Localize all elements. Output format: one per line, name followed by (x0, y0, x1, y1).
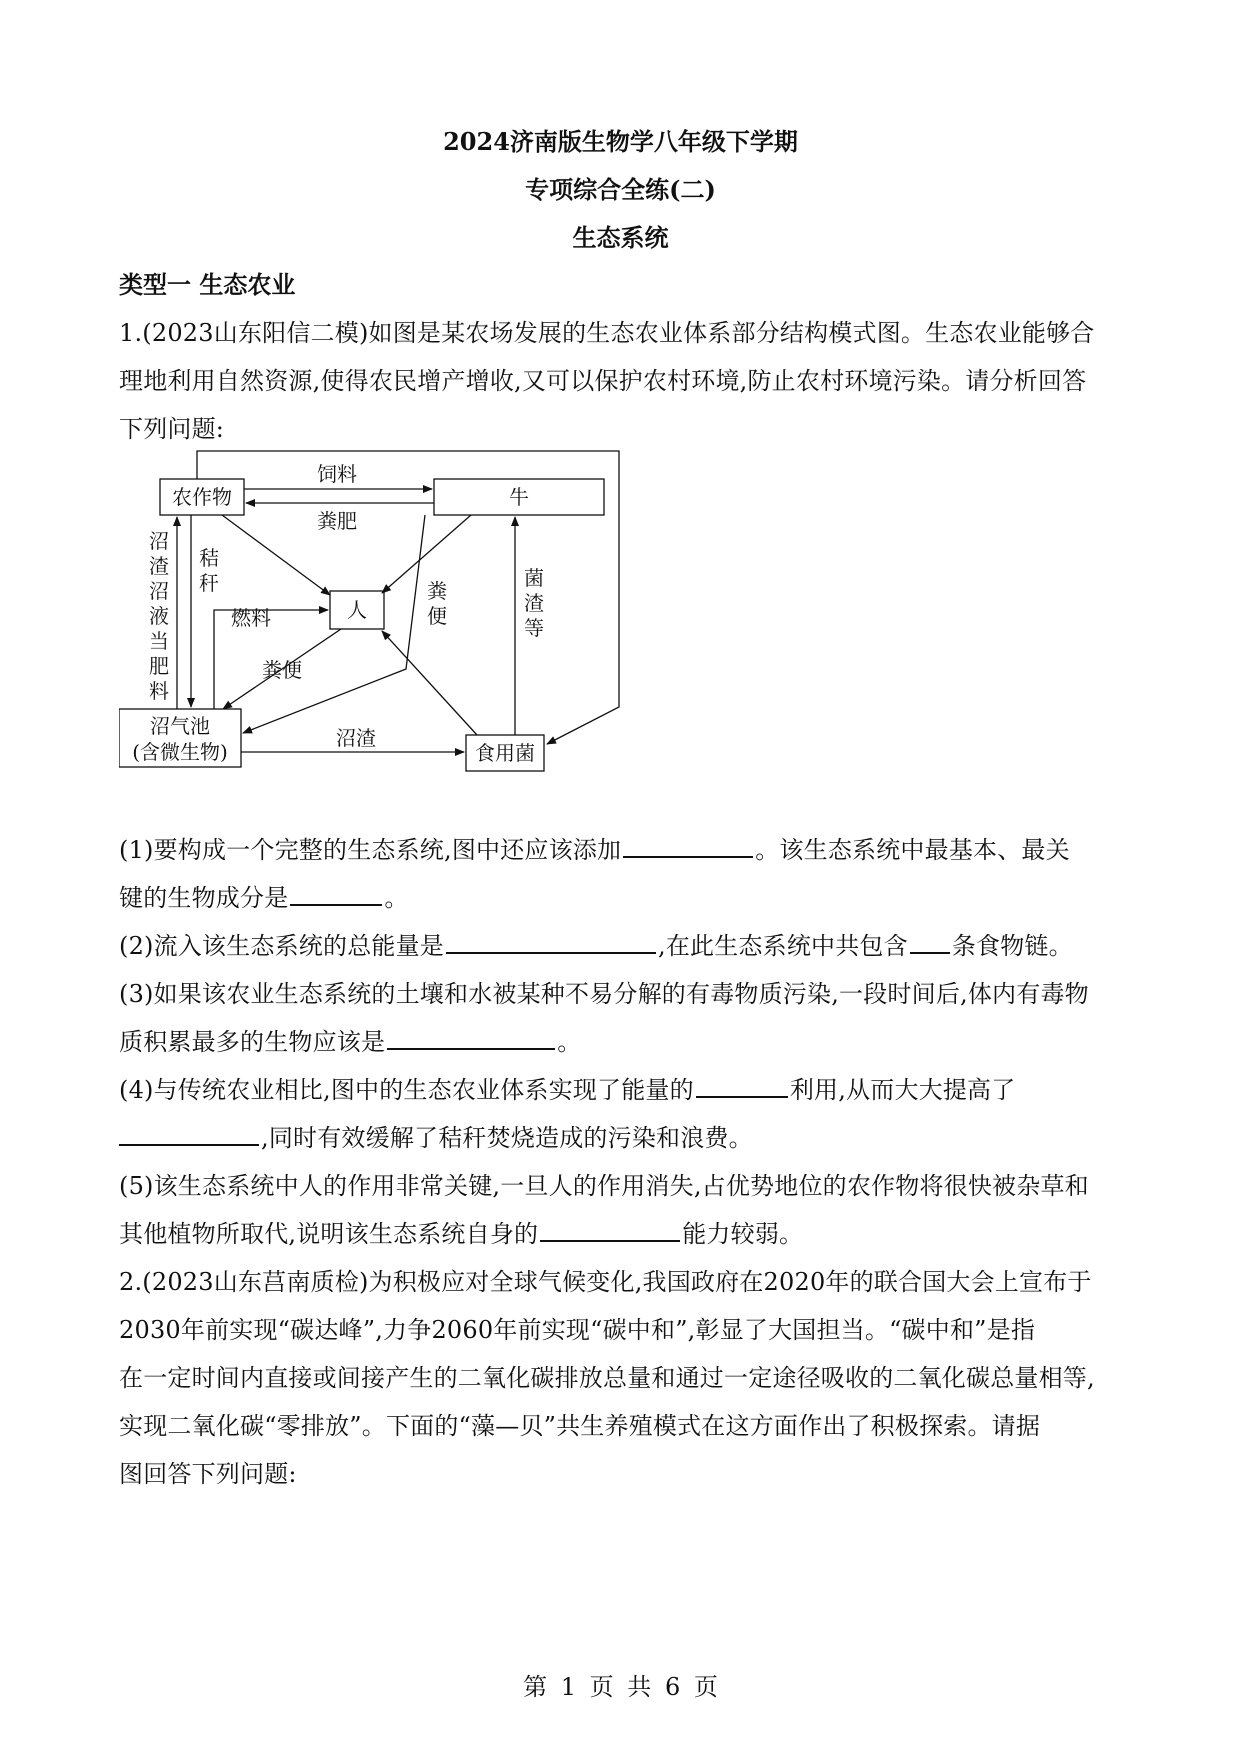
q1-intro-line-2: 理地利用自然资源,使得农民增产增收,又可以保护农村环境,防止农村环境污染。请分析回答 (119, 367, 1087, 395)
label-feed: 饲料 (317, 462, 357, 486)
label-fert-7: 料 (149, 679, 169, 703)
doc-subtitle: 专项综合全练(二) (525, 175, 716, 204)
q1-part1-text-c: 键的生物成分是 (119, 884, 289, 912)
q1-part3-line2 (119, 1022, 581, 1057)
q1-intro-line-1: 1.(2023山东阳信二模)如图是某农场发展的生态农业体系部分结构模式图。生态农业能够合 (119, 319, 1095, 347)
label-feces-cow-1: 粪 (427, 579, 447, 603)
eco-agriculture-diagram (119, 445, 639, 795)
answer-blank-7[interactable] (119, 1122, 259, 1146)
q2-line-3: 在一定时间内直接或间接产生的二氧化碳排放总量和通过一定途径吸收的二氧化碳总量相等, (119, 1364, 1095, 1392)
doc-topic: 生态系统 (572, 223, 669, 252)
label-fuel: 燃料 (231, 606, 271, 630)
q1-part2-text-b: ,在此生态系统中共包含 (658, 932, 908, 960)
node-biogas-label: 沼气池 (150, 714, 210, 738)
q2-line-5: 图回答下列问题: (119, 1460, 297, 1488)
q1-intro-line-3: 下列问题: (119, 415, 225, 443)
q1-part3-line1: (3)如果该农业生态系统的土壤和水被某种不易分解的有毒物质污染,一段时间后,体内有毒物 (119, 980, 1089, 1008)
node-biogas-sublabel: (含微生物) (132, 740, 228, 764)
q1-part4-text-a: (4)与传统农业相比,图中的生态农业体系实现了能量的 (119, 1076, 694, 1104)
page-number: 第 1 页 共 6 页 (523, 1673, 718, 1701)
answer-blank-8[interactable] (540, 1218, 680, 1242)
label-fert-5: 当 (149, 629, 169, 653)
label-fert-1: 沼 (149, 529, 169, 553)
q1-part4-text-b: 利用,从而大大提高了 (789, 1076, 1016, 1104)
answer-blank-1[interactable] (623, 834, 753, 858)
label-straw-1: 秸 (199, 546, 219, 570)
section-heading: 类型一 生态农业 (119, 270, 296, 299)
q1-part1-text-a: (1)要构成一个完整的生态系统,图中还应该添加 (119, 836, 622, 864)
answer-blank-2[interactable] (290, 882, 382, 906)
q1-part4-line1 (119, 1070, 1015, 1105)
q1-part4-text-c: ,同时有效缓解了秸秆焚烧造成的污染和浪费。 (261, 1124, 753, 1152)
q1-part1-text-b: 。该生态系统中最基本、最关 (755, 836, 1070, 864)
q2-line-2: 2030年前实现“碳达峰”,力争2060年前实现“碳中和”,彰显了大国担当。“碳中和”是指 (119, 1316, 1036, 1344)
label-residue-3: 等 (524, 616, 544, 640)
q1-part5-text-c: 能力较弱。 (682, 1220, 804, 1248)
doc-title: 2024济南版生物学八年级下学期 (443, 127, 798, 156)
label-residue-2: 渣 (524, 591, 544, 615)
label-fert-2: 渣 (149, 554, 169, 578)
label-feces-cow-2: 便 (427, 604, 447, 628)
q1-part5-text-b: 其他植物所取代,说明该生态系统自身的 (119, 1220, 539, 1248)
label-residue-1: 菌 (524, 566, 544, 590)
q1-part4-line2 (119, 1118, 753, 1153)
q1-part3-text-c: 。 (557, 1028, 582, 1056)
q2-line-4: 实现二氧化碳“零排放”。下面的“藻—贝”共生养殖模式在这方面作出了积极探索。请据 (119, 1412, 1041, 1440)
node-crops-label: 农作物 (172, 485, 232, 509)
q1-part2-text-a: (2)流入该生态系统的总能量是 (119, 932, 444, 960)
label-manure: 粪肥 (317, 509, 357, 533)
node-fungi-label: 食用菌 (475, 741, 535, 765)
label-straw-2: 秆 (199, 571, 219, 595)
q1-part1-line2 (119, 878, 409, 913)
label-feces-human: 粪便 (262, 658, 302, 682)
q1-part1-text-d: 。 (384, 884, 409, 912)
q1-part5-line1: (5)该生态系统中人的作用非常关键,一旦人的作用消失,占优势地位的农作物将很快被杂草和 (119, 1172, 1089, 1200)
label-fert-3: 沼 (149, 579, 169, 603)
label-fert-6: 肥 (149, 654, 169, 678)
q1-part1-line1 (119, 830, 1070, 865)
answer-blank-6[interactable] (696, 1074, 788, 1098)
label-fert-4: 液 (149, 604, 169, 628)
q1-part5-line2 (119, 1214, 803, 1249)
arrow-fungi-to-human (382, 631, 477, 735)
node-human-label: 人 (347, 598, 367, 622)
q1-part3-text-b: 质积累最多的生物应该是 (119, 1028, 386, 1056)
node-cow-label: 牛 (509, 485, 529, 509)
q2-line-1: 2.(2023山东莒南质检)为积极应对全球气候变化,我国政府在2020年的联合国大会上宣布于 (119, 1268, 1092, 1296)
arrow-crops-to-human (222, 515, 330, 595)
answer-blank-4[interactable] (910, 930, 950, 954)
answer-blank-5[interactable] (387, 1026, 555, 1050)
label-biogas-residue: 沼渣 (336, 726, 376, 750)
q1-part2-line1 (119, 926, 1073, 961)
q1-part2-text-c: 条食物链。 (951, 932, 1073, 960)
answer-blank-3[interactable] (446, 930, 656, 954)
